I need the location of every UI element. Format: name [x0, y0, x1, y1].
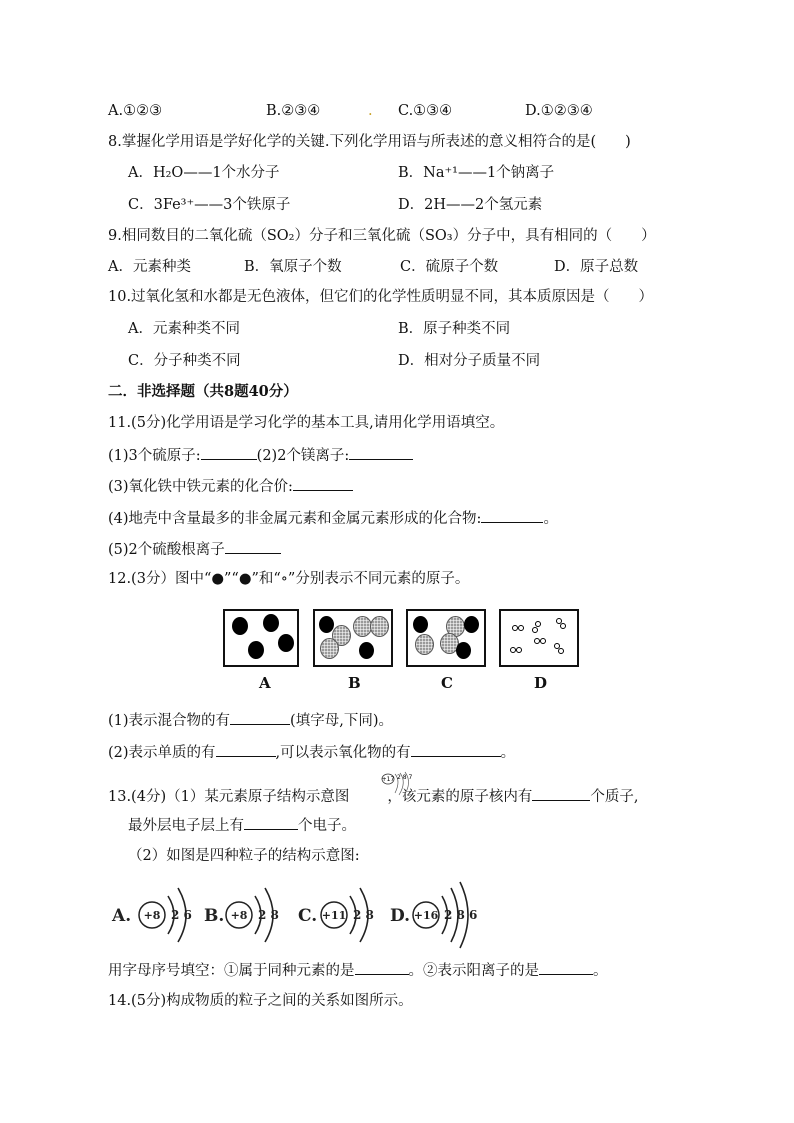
- black-atom: [263, 614, 279, 632]
- answer-blank[interactable]: [230, 710, 290, 725]
- structure-letter-b: B.: [204, 906, 225, 926]
- q11-part3: (3)氧化铁中铁元素的化合价:: [108, 476, 353, 497]
- q8-option-d: D．2H——2个氢元素: [398, 197, 543, 213]
- q13-fill: 用字母序号填空：①属于同种元素的是 。②表示阳离子的是 。: [108, 960, 608, 981]
- structure-letter-c: C.: [298, 906, 318, 926]
- answer-blank[interactable]: [481, 508, 543, 523]
- shell-label-a: 2 6: [171, 908, 192, 922]
- small-atom: [518, 625, 524, 631]
- q9-option-c: C．硫原子个数: [400, 259, 499, 275]
- section-heading: 二．非选择题（共8题40分）: [108, 383, 298, 400]
- nucleus-label-a: +8: [143, 909, 161, 922]
- answer-blank[interactable]: [225, 539, 281, 554]
- black-atom: [464, 616, 479, 633]
- shell-label-d: 2 8 6: [444, 908, 478, 922]
- chlorine-structure-diagram: [381, 771, 421, 801]
- decorative-dot: .: [368, 103, 373, 119]
- small-nucleus-label: +17: [381, 776, 395, 783]
- q7-option-c: C.①③④: [398, 103, 453, 119]
- q11-part4: (4)地壳中含量最多的非金属元素和金属元素形成的化合物: 。: [108, 508, 558, 529]
- q8-option-c: C．3Fe³⁺——3个铁原子: [128, 197, 291, 213]
- q8-stem: 8.掌握化学用语是学好化学的关键.下列化学用语与所表述的意义相符合的是( ): [108, 134, 631, 150]
- small-atom: [532, 627, 538, 633]
- nucleus-label-c: +11: [321, 909, 347, 922]
- q13-stem: 13.(4分)（1）某元素原子结构示意图 ，该元素的原子核内有 个质子,: [108, 786, 638, 807]
- black-atom: [413, 616, 428, 633]
- black-atom: [248, 641, 264, 659]
- q13-line2: 最外层电子层上有 个电子。: [128, 815, 356, 836]
- q7-option-b: B.②③④: [266, 103, 321, 119]
- q10-option-b: B．原子种类不同: [398, 321, 511, 337]
- particle-box-c: [406, 609, 486, 667]
- q12-part1: (1)表示混合物的有 (填字母,下同)。: [108, 710, 393, 731]
- answer-blank[interactable]: [349, 445, 413, 460]
- answer-blank[interactable]: [293, 476, 353, 491]
- q8-option-a: A．H₂O——1个水分子: [128, 165, 280, 181]
- q11-part1: (1)3个硫原子: (2)2个镁离子:: [108, 445, 413, 466]
- q12-stem: 12.(3分）图中“●”“●”和“∘”分别表示不同元素的原子。: [108, 571, 470, 587]
- q9-option-b: B．氧原子个数: [244, 259, 342, 275]
- nucleus-label-b: +8: [230, 909, 248, 922]
- box-label-b: B: [348, 674, 361, 692]
- answer-blank[interactable]: [355, 960, 409, 975]
- q11-stem: 11.(5分)化学用语是学习化学的基本工具,请用化学用语填空。: [108, 415, 505, 431]
- answer-blank[interactable]: [216, 742, 276, 757]
- particle-box-a: [223, 609, 299, 667]
- q14-stem: 14.(5分)构成物质的粒子之间的关系如图所示。: [108, 993, 413, 1009]
- q7-option-d: D.①②③④: [525, 103, 593, 119]
- answer-blank[interactable]: [539, 960, 593, 975]
- gray-atom: [320, 638, 339, 659]
- small-shell-label: 2 8 7: [397, 774, 413, 781]
- gray-atom: [370, 616, 389, 637]
- q10-option-c: C．分子种类不同: [128, 353, 241, 369]
- particle-box-d: [499, 609, 579, 667]
- q7-option-a: A.①②③: [108, 103, 163, 119]
- small-atom: [516, 647, 522, 653]
- black-atom: [359, 642, 374, 659]
- black-atom: [456, 642, 471, 659]
- q9-option-d: D．原子总数: [554, 259, 639, 275]
- small-atom: [535, 621, 541, 627]
- structure-letter-d: D.: [390, 906, 411, 926]
- q10-stem: 10.过氧化氢和水都是无色液体，但它们的化学性质明显不同，其本质原因是（ ）: [108, 289, 654, 305]
- gray-atom: [415, 634, 434, 655]
- nucleus-label-d: +16: [413, 909, 439, 922]
- answer-blank[interactable]: [201, 445, 257, 460]
- box-label-d: D: [534, 674, 548, 692]
- small-atom: [560, 623, 566, 629]
- q11-part5: (5)2个硫酸根离子: [108, 539, 281, 560]
- structure-letter-a: A.: [112, 906, 132, 926]
- answer-blank[interactable]: [532, 786, 590, 801]
- q9-option-a: A．元素种类: [108, 259, 191, 275]
- black-atom: [232, 617, 248, 635]
- black-atom: [278, 634, 294, 652]
- q10-option-a: A．元素种类不同: [128, 321, 240, 337]
- answer-blank[interactable]: [244, 815, 298, 830]
- q8-option-b: B．Na⁺¹——1个钠离子: [398, 165, 555, 181]
- answer-blank[interactable]: [411, 742, 501, 757]
- particle-structure-diagrams: [108, 874, 478, 954]
- q9-stem: 9.相同数目的二氧化硫（SO₂）分子和三氧化硫（SO₃）分子中，具有相同的（ ）: [108, 228, 656, 244]
- box-label-c: C: [441, 674, 453, 692]
- box-label-a: A: [259, 674, 271, 692]
- shell-label-b: 2 8: [258, 908, 279, 922]
- small-atom: [558, 648, 564, 654]
- q10-option-d: D．相对分子质量不同: [398, 353, 541, 369]
- particle-box-b: [313, 609, 393, 667]
- q12-part2: (2)表示单质的有 ,可以表示氧化物的有 。: [108, 742, 515, 763]
- q13-part2: （2）如图是四种粒子的结构示意图:: [128, 848, 360, 864]
- shell-label-c: 2 8: [353, 908, 374, 922]
- small-atom: [540, 638, 546, 644]
